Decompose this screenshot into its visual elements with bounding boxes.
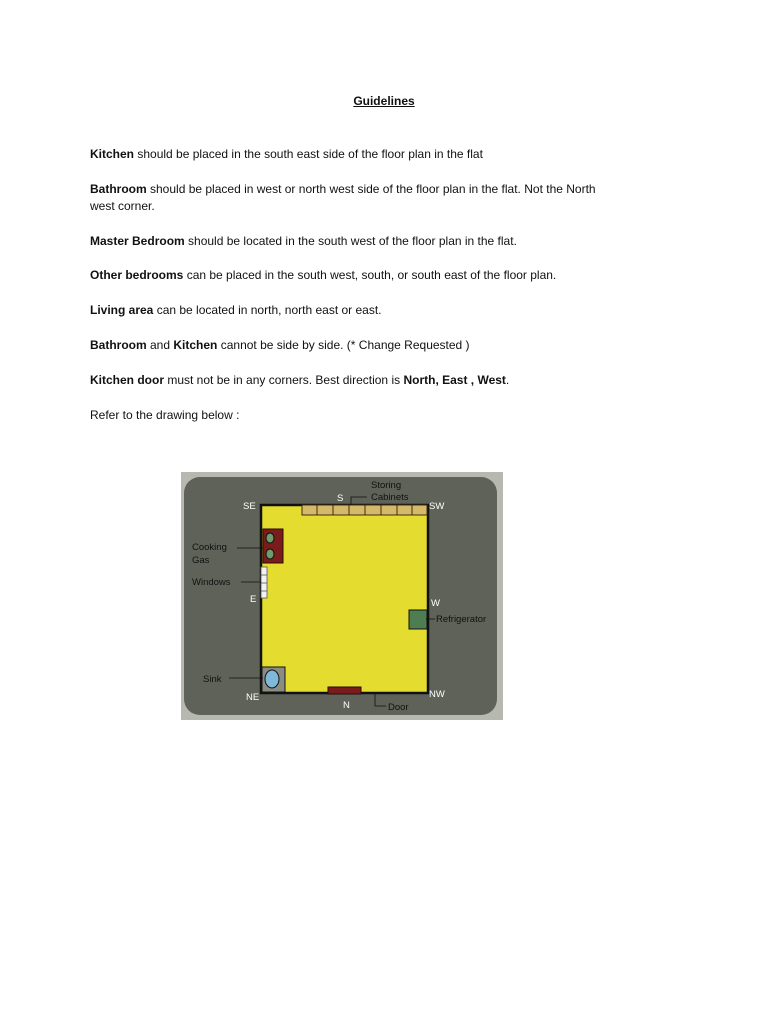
sink (262, 667, 285, 692)
storing-cabinets (302, 505, 427, 515)
door (328, 687, 361, 694)
direction-ne: NE (246, 692, 260, 703)
page-title: Guidelines (353, 94, 415, 108)
refrigerator (409, 610, 427, 629)
label-storing: Storing (371, 480, 402, 491)
direction-s: S (337, 493, 344, 504)
kitchen-floor (261, 505, 428, 693)
label-windows: Windows (192, 577, 231, 588)
guideline-kitchen-door: Kitchen door must not be in any corners. Best direction is North, East , West. (90, 373, 510, 387)
guideline-kitchen: Kitchen should be placed in the south east side of the floor plan in the flat (90, 147, 483, 161)
windows (261, 567, 267, 598)
label-door: Door (388, 702, 409, 713)
guideline-bathroom-kitchen: Bathroom and Kitchen cannot be side by side. (* Change Requested ) (90, 338, 470, 352)
guideline-master-bedroom: Master Bedroom should be located in the south west of the floor plan in the flat. (90, 234, 517, 248)
direction-e: E (250, 594, 257, 605)
label-cabinets: Cabinets (371, 492, 409, 503)
guideline-bathroom: Bathroom should be placed in west or north west side of the floor plan in the flat. Not the North west corner. (90, 182, 596, 213)
direction-sw: SW (429, 501, 445, 512)
direction-n: N (343, 700, 350, 711)
cooking-gas-stove (263, 529, 283, 563)
direction-nw: NW (429, 689, 445, 700)
guideline-living-area: Living area can be located in north, north east or east. (90, 303, 382, 317)
label-gas: Gas (192, 555, 210, 566)
kitchen-floor-plan-diagram (181, 472, 503, 720)
direction-se: SE (243, 501, 256, 512)
refer-text: Refer to the drawing below : (90, 408, 240, 422)
direction-w: W (431, 598, 440, 609)
label-sink: Sink (203, 674, 222, 685)
label-cooking: Cooking (192, 542, 227, 553)
guideline-other-bedrooms: Other bedrooms can be placed in the south west, south, or south east of the floor plan. (90, 268, 557, 282)
label-refrigerator: Refrigerator (436, 614, 487, 625)
